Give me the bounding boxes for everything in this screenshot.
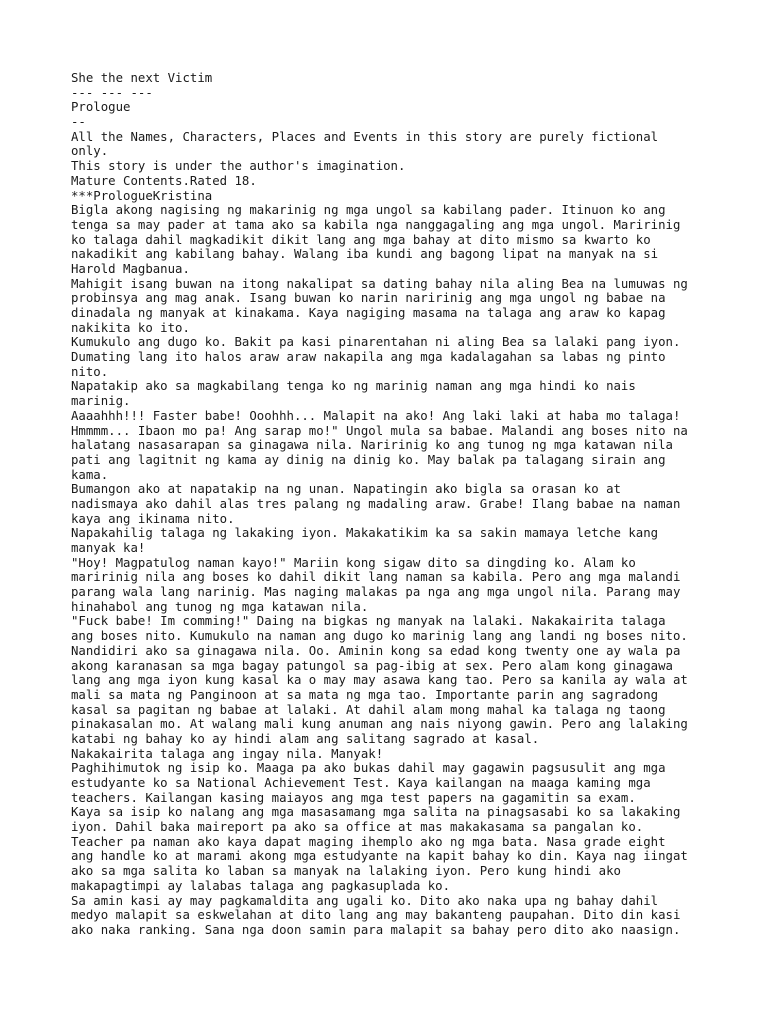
text-line: ako sa mga salita ko laban sa manyak na lalaking iyon. Pero kung hindi ako bbox=[71, 864, 621, 879]
text-line: manyak ka! bbox=[71, 541, 146, 555]
text-line: Prologue bbox=[71, 100, 131, 115]
text-line: Bigla akong nagising ng makarinig ng mga ungol sa kabilang pader. Itinuon ko ang bbox=[71, 203, 666, 218]
text-line: pinakasalan mo. At walang mali kung anuman ang nais niyong gawin. Pero ang lalaking bbox=[71, 717, 688, 732]
text-line: ang handle ko at marami akong mga estudyante na kapit bahay ko din. Kaya nag iingat bbox=[71, 849, 688, 864]
text-line: Hmmmm... Ibaon mo pa! Ang sarap mo!" Ungol mula sa babae. Malandi ang boses nito na bbox=[71, 423, 688, 438]
text-line: All the Names, Characters, Places and Events in this story are purely fictional bbox=[71, 129, 659, 144]
text-line: nakadikit ang kabilang bahay. Walang iba kundi ang bagong lipat na manyak na si bbox=[71, 247, 659, 262]
text-line: only. bbox=[71, 144, 109, 159]
text-line: tenga sa may pader at tama ako sa kabila nga nanggagaling ang mga ungol. Maririnig bbox=[71, 217, 681, 232]
text-line: kama. bbox=[71, 467, 109, 482]
text-line: Napatakip ako sa magkabilang tenga ko ng marinig naman ang mga hindi ko nais bbox=[71, 379, 636, 394]
text-line: parang wala lang narinig. Mas naging malakas pa nga ang mga ungol nila. Parang may bbox=[71, 585, 681, 600]
text-line: -- bbox=[71, 115, 86, 130]
text-line: Sa amin kasi ay may pagkamaldita ang ugali ko. Dito ako naka upa ng bahay dahil bbox=[71, 893, 659, 908]
text-line: Harold Magbanua. bbox=[71, 261, 190, 276]
text-line: marinig. bbox=[71, 394, 131, 409]
text-line: ***PrologueKristina bbox=[71, 188, 213, 203]
text-line: ko talaga dahil magkadikit dikit lang ang mga bahay at dito mismo sa kwarto ko bbox=[71, 232, 651, 247]
text-line: probinsya ang mag anak. Isang buwan ko narin naririnig ang mga ungol ng babae na bbox=[71, 291, 666, 306]
text-line: Paghihimutok ng isip ko. Maaga pa ako bukas dahil may gagawin pagsusulit ang mga bbox=[71, 761, 666, 776]
text-line: lang ang mga iyon kung kasal ka o may may asawa kang tao. Pero sa kanila ay wala at bbox=[71, 673, 688, 688]
text-line: Napakahilig talaga ng lakaking iyon. Makakatikim ka sa sakin mamaya letche kang bbox=[71, 526, 659, 541]
text-line: teachers. Kailangan kasing maiayos ang mga test papers na gagamitin sa exam. bbox=[71, 790, 636, 805]
text-line: Bumangon ako at napatakip na ng unan. Napatingin ako bigla sa orasan ko at bbox=[71, 482, 621, 497]
text-line: kaya ang ikinama nito. bbox=[71, 511, 235, 526]
text-line: mali sa mata ng Panginoon at sa mata ng mga tao. Importante parin ang sagradong bbox=[71, 687, 659, 702]
text-line: "Hoy! Magpatulog naman kayo!" Mariin kong sigaw dito sa dingding ko. Alam ko bbox=[71, 555, 636, 570]
text-line: Kumukulo ang dugo ko. Bakit pa kasi pinarentahan ni aling Bea sa lalaki pang iyon. bbox=[71, 335, 681, 350]
text-line: Mahigit isang buwan na itong nakalipat sa dating bahay nila aling Bea na lumuwas ng bbox=[71, 276, 688, 291]
text-line: halatang nasasarapan sa ginagawa nila. Naririnig ko ang tunog ng mga katawan nila bbox=[71, 438, 673, 453]
text-line: --- --- --- bbox=[71, 85, 153, 100]
text-line: medyo malapit sa eskwelahan at dito lang ang may bakanteng paupahan. Dito din kasi bbox=[71, 908, 681, 923]
text-line: hinahabol ang tunog ng mga katawan nila. bbox=[71, 599, 369, 614]
text-line: nito. bbox=[71, 364, 109, 379]
text-line: pati ang lagitnit ng kama ay dinig na dinig ko. May balak pa talagang sirain ang bbox=[71, 452, 666, 467]
text-line: nadismaya ako dahil alas tres palang ng madaling araw. Grabe! Ilang babae na naman bbox=[71, 496, 681, 511]
text-line: Mature Contents.Rated 18. bbox=[71, 173, 257, 188]
text-line: makapagtimpi ay lalabas talaga ang pagkasuplada ko. bbox=[71, 878, 451, 893]
text-line: katabi ng bahay ko ay hindi alam ang salitang sagrado at kasal. bbox=[71, 731, 540, 746]
text-line: estudyante ko sa National Achievement Test. Kaya kailangan na maaga kaming mga bbox=[71, 776, 651, 790]
text-line: ang boses nito. Kumukulo na naman ang dugo ko marinig lang ang landi ng boses nito. bbox=[71, 629, 688, 644]
text-line: Aaaahhh!!! Faster babe! Ooohhh... Malapit na ako! Ang laki laki at haba mo talaga! bbox=[71, 408, 681, 423]
text-line: Nakakairita talaga ang ingay nila. Manyak! bbox=[71, 746, 384, 761]
text-line: nakikita ko ito. bbox=[71, 320, 190, 335]
text-line: dinadala ng manyak at kinakama. Kaya nagiging masama na talaga ang araw ko kapag bbox=[71, 306, 666, 320]
text-line: This story is under the author's imagination. bbox=[71, 159, 406, 174]
text-line: Nandidiri ako sa ginagawa nila. Oo. Aminin kong sa edad kong twenty one ay wala pa bbox=[71, 643, 681, 658]
text-line: Dumating lang ito halos araw araw nakapila ang mga kadalagahan sa labas ng pinto bbox=[71, 350, 666, 365]
document-page bbox=[71, 71, 711, 938]
text-line: kasal sa pagitan ng babae at lalaki. At dahil alam mong mahal ka talaga ng taong bbox=[71, 702, 666, 717]
text-line: Kaya sa isip ko nalang ang mga masasamang mga salita na pinagsasabi ko sa lakaking bbox=[71, 805, 681, 820]
text-line: ako naka ranking. Sana nga doon samin para malapit sa bahay pero dito ako naasign. bbox=[71, 922, 681, 937]
text-line: She the next Victim bbox=[71, 71, 213, 85]
text-line: akong karanasan sa mga bagay patungol sa pag-ibig at sex. Pero alam kong ginagawa bbox=[71, 658, 673, 673]
text-line: maririnig nila ang boses ko dahil dikit lang naman sa kabila. Pero ang mga malandi bbox=[71, 570, 681, 585]
text-line: "Fuck babe! Im comming!" Daing na bigkas ng manyak na lalaki. Nakakairita talaga bbox=[71, 614, 666, 629]
text-line: iyon. Dahil baka maireport pa ako sa office at mas makakasama sa pangalan ko. bbox=[71, 820, 644, 835]
text-line: Teacher pa naman ako kaya dapat maging ihemplo ako ng mga bata. Nasa grade eight bbox=[71, 834, 666, 849]
